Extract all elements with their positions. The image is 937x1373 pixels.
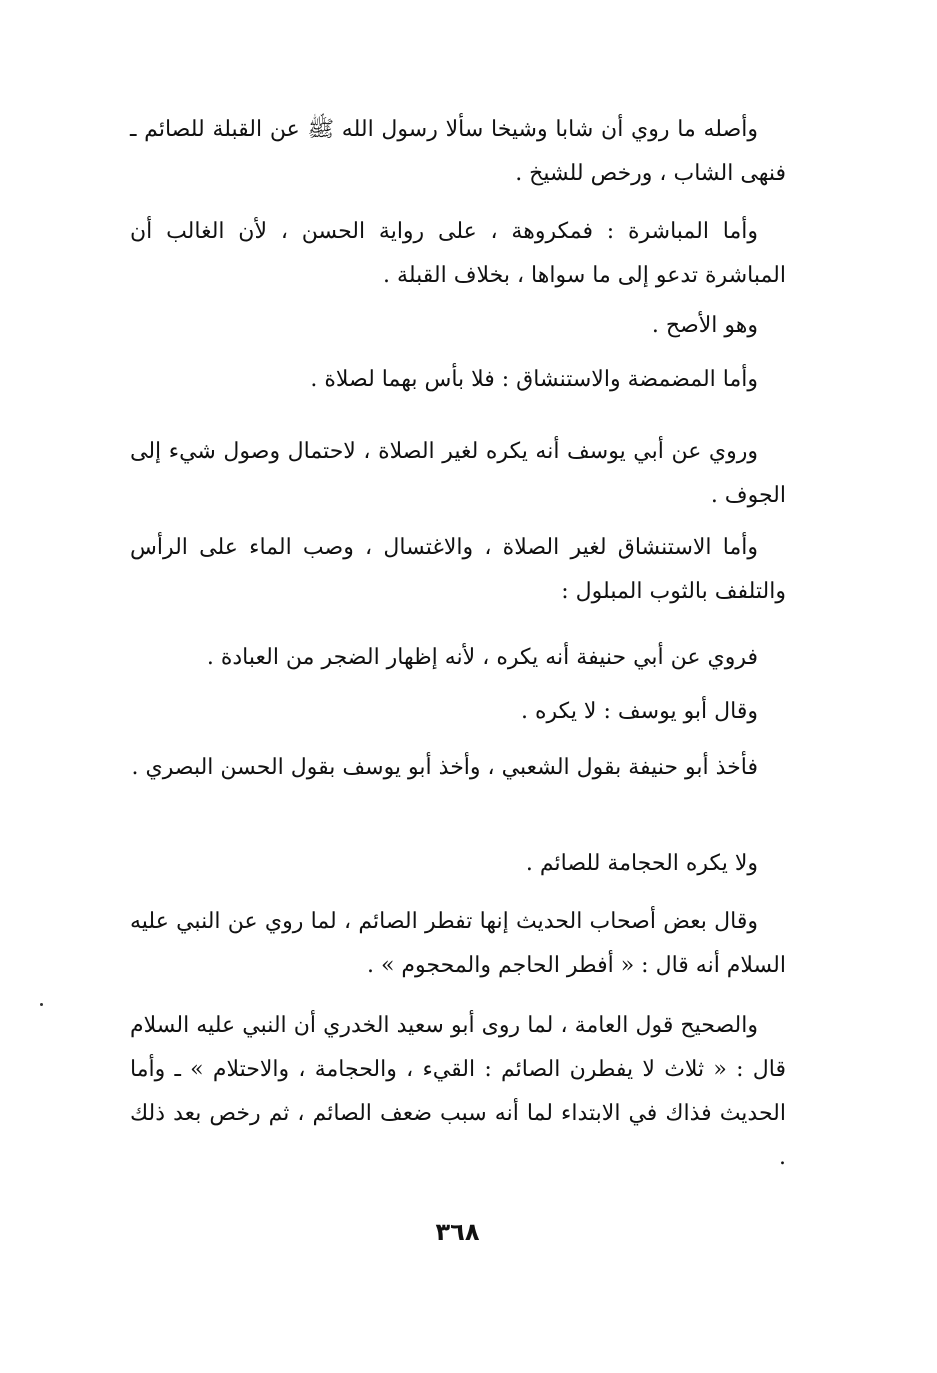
paragraph-12: والصحيح قول العامة ، لما روى أبو سعيد الخدري أن النبي عليه السلام قال : « ثلاث لا يفطرن الصائم : القيء ، والحجامة ، والاحتلام » ـ وأما الحديث فذاك في الابتداء لما أنه سبب ضعف الصائم ، ثم رخص بعد ذلك .: [130, 1013, 786, 1170]
scan-speck: [40, 1003, 43, 1006]
paragraph-9: فأخذ أبو حنيفة بقول الشعبي ، وأخذ أبو يوسف بقول الحسن البصري .: [131, 755, 758, 780]
paragraph-10: ولا يكره الحجامة للصائم .: [525, 851, 758, 876]
paragraph-6: وأما الاستنشاق لغير الصلاة ، والاغتسال ، وصب الماء على الرأس والتلفف بالثوب المبلول :: [130, 535, 786, 604]
page-number: ٣٦٨: [435, 1218, 480, 1246]
paragraph-2: وأما المباشرة : فمكروهة ، على رواية الحسن ، لأن الغالب أن المباشرة تدعو إلى ما سواها ، بخلاف القبلة .: [130, 219, 786, 288]
paragraph-4: وأما المضمضة والاستنشاق : فلا بأس بهما لصلاة .: [310, 367, 758, 392]
paragraph-7: فروي عن أبي حنيفة أنه يكره ، لأنه إظهار الضجر من العبادة .: [206, 645, 758, 670]
paragraph-11: وقال بعض أصحاب الحديث إنها تفطر الصائم ، لما روي عن النبي عليه السلام أنه قال : « أفطر الحاجم والمحجوم » .: [130, 909, 786, 978]
paragraph-8: وقال أبو يوسف : لا يكره .: [521, 699, 758, 724]
paragraph-3: وهو الأصح .: [651, 313, 758, 338]
paragraph-5: وروي عن أبي يوسف أنه يكره لغير الصلاة ، لاحتمال وصول شيء إلى الجوف .: [130, 439, 786, 508]
paragraph-1: وأصله ما روي أن شابا وشيخا سألا رسول الله ﷺ عن القبلة للصائم ـ فنهى الشاب ، ورخص للشيخ .: [130, 117, 786, 186]
